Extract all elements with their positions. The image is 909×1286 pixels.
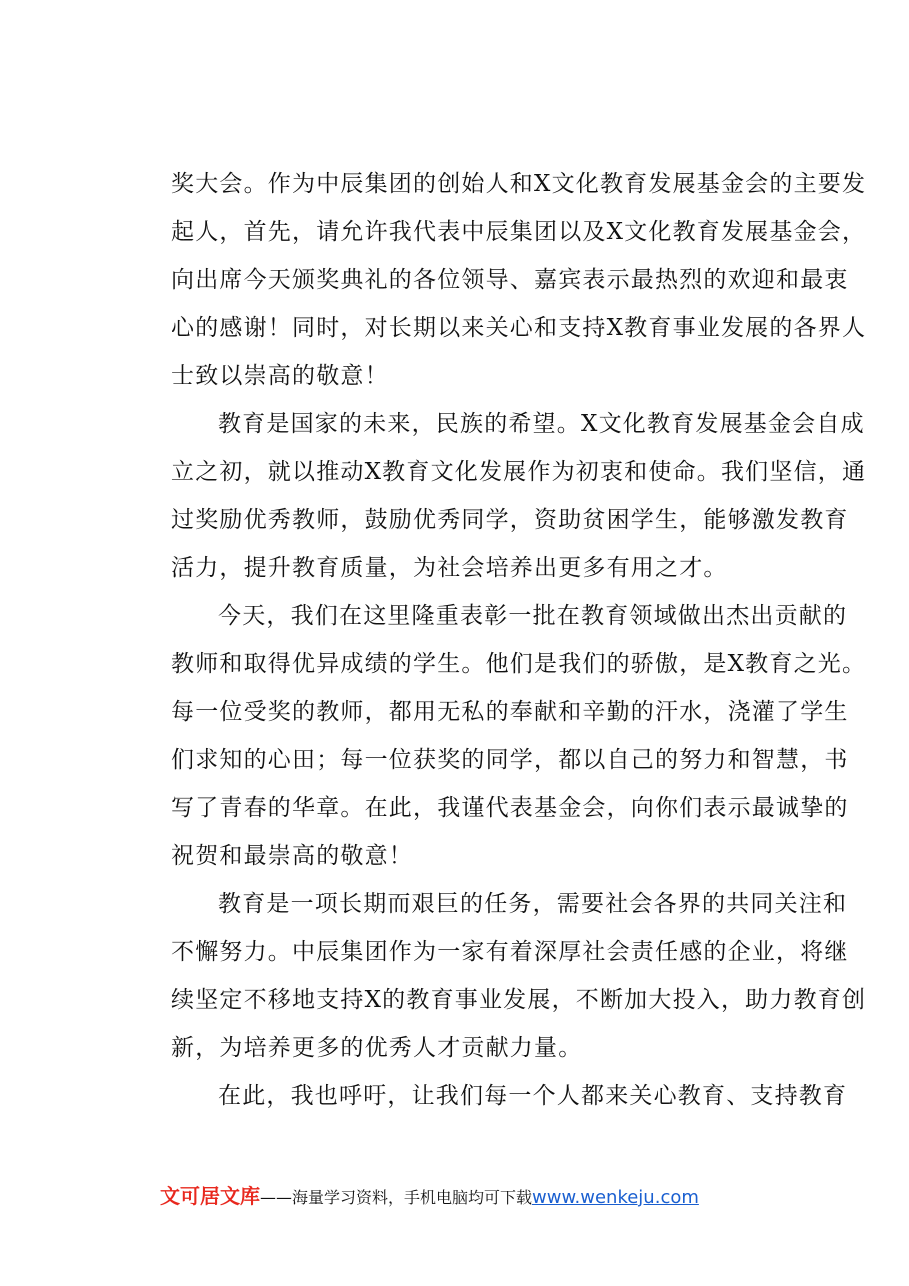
text-line: 立之初，就以推动X教育文化发展作为初衷和使命。我们坚信，通 [171,459,867,485]
text-line: 续坚定不移地支持X的教育事业发展，不断加大投入，助力教育创 [171,987,867,1013]
text-line: 每一位受奖的教师，都用无私的奉献和辛勤的汗水，浇灌了学生 [171,699,849,725]
text-line: 士致以崇高的敬意！ [171,363,389,389]
text-line: 过奖励优秀教师，鼓励优秀同学，资助贫困学生，能够激发教育 [171,507,849,533]
paragraph-first-line: 今天，我们在这里隆重表彰一批在教育领域做出杰出贡献的 [218,603,848,629]
text-line: 起人，首先，请允许我代表中辰集团以及X文化教育发展基金会， [171,219,867,245]
text-line: 祝贺和最崇高的敬意！ [171,843,413,869]
text-line: 活力，提升教育质量，为社会培养出更多有用之才。 [171,555,728,581]
text-line: 奖大会。作为中辰集团的创始人和X文化教育发展基金会的主要发 [171,171,867,197]
text-line: 教师和取得优异成绩的学生。他们是我们的骄傲，是X教育之光。 [171,651,867,677]
text-line: 们求知的心田；每一位获奖的同学，都以自己的努力和智慧，书 [171,747,849,773]
text-line: 不懈努力。中辰集团作为一家有着深厚社会责任感的企业，将继 [171,939,849,965]
text-line: 向出席今天颁奖典礼的各位领导、嘉宾表示最热烈的欢迎和最衷 [171,267,849,293]
footer-banner [160,1180,699,1212]
paragraph-first-line: 教育是一项长期而艰巨的任务，需要社会各界的共同关注和 [218,891,848,917]
paragraph-first-line: 教育是国家的未来，民族的希望。X文化教育发展基金会自成 [218,411,865,437]
footer-tagline: ——海量学习资料，手机电脑均可下载 [260,1188,533,1207]
website-link[interactable]: www.wenkeju.com [532,1187,699,1208]
text-line: 写了青春的华章。在此，我谨代表基金会，向你们表示最诚挚的 [171,795,849,821]
text-line: 新，为培养更多的优秀人才贡献力量。 [171,1035,583,1061]
paragraph-first-line: 在此，我也呼吁，让我们每一个人都来关心教育、支持教育 [218,1083,848,1109]
brand-name: 文可居文库 [160,1184,260,1208]
text-line: 心的感谢！同时，对长期以来关心和支持X教育事业发展的各界人 [171,315,867,341]
